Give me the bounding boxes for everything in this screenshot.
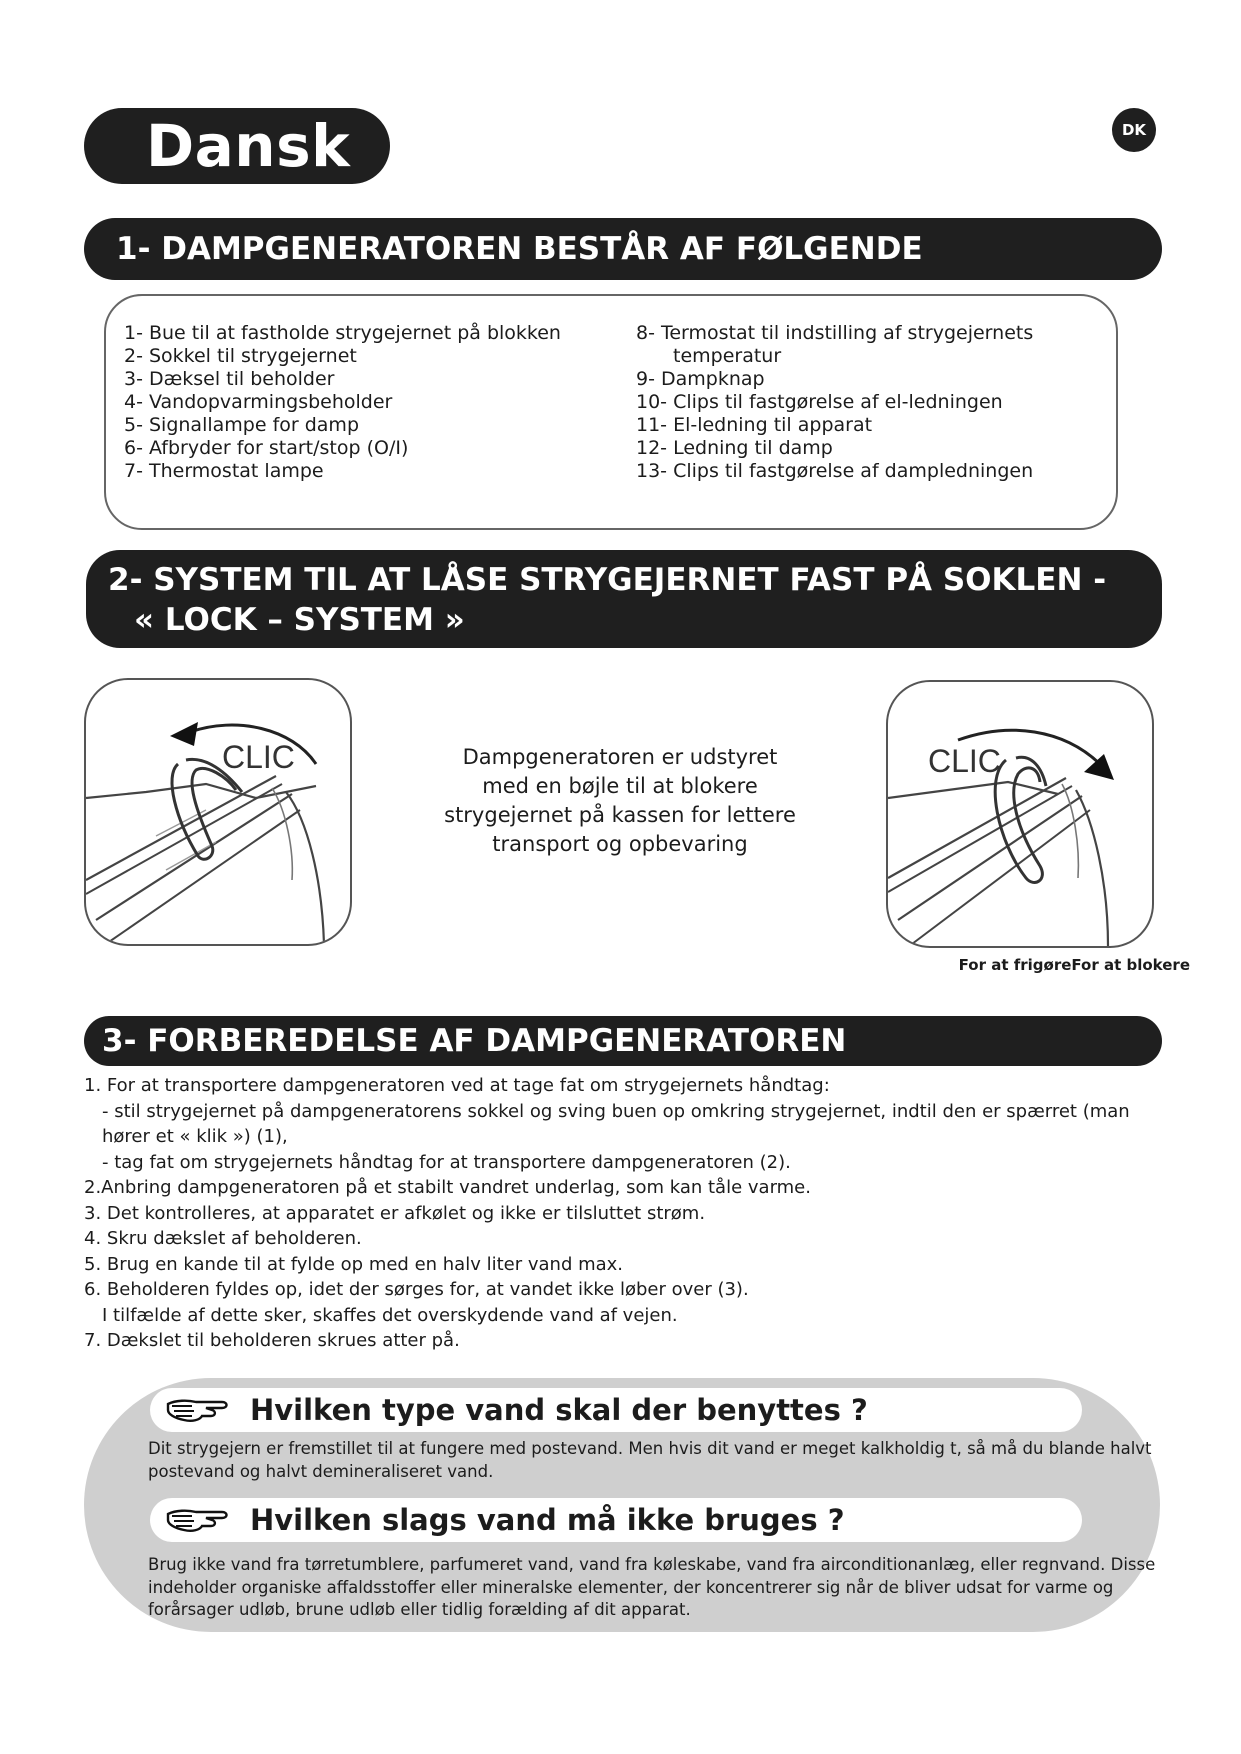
list-item: 5. Brug en kande til at fylde op med en halv liter vand max. xyxy=(84,1253,624,1275)
pointing-hand-icon xyxy=(166,1396,232,1424)
list-item: 3- Dæksel til beholder xyxy=(124,368,335,390)
list-item: hører et « klik ») (1), xyxy=(102,1126,288,1147)
arrow-icon xyxy=(1084,754,1114,780)
iron-lock-drawing xyxy=(86,680,350,944)
section-2-title xyxy=(86,550,1162,648)
list-item: 9- Dampknap xyxy=(636,368,765,390)
list-item: - tag fat om strygejernets håndtag for at transportere dampgeneratoren (2). xyxy=(102,1151,791,1173)
list-item: 11- El-ledning til apparat xyxy=(636,414,873,436)
water-answer-1: Dit strygejern er fremstillet til at fungere med postevand. Men hvis dit vand er meget kalkholdig t, så må du blande halvt postevand og halvt demineraliseret vand. xyxy=(148,1439,1152,1481)
list-item: 1. For at transportere dampgeneratoren ved at tage fat om strygejernets håndtag: xyxy=(84,1075,830,1096)
list-item: 1- Bue til at fastholde strygejernet på blokken xyxy=(124,322,561,344)
water-question-1-heading: Hvilken type vand skal der benyttes ? xyxy=(250,1393,868,1427)
lock-system-caption: Dampgeneratoren er udstyret med en bøjle til at blokere strygejernet på kassen for lettere transport og opbevaring xyxy=(444,745,796,856)
list-item: 7. Dækslet til beholderen skrues atter på. xyxy=(84,1330,460,1351)
list-item-continuation: temperatur xyxy=(673,345,782,367)
lock-illustration xyxy=(84,678,352,946)
list-item: 12- Ledning til damp xyxy=(636,437,833,459)
list-item: 5- Signallampe for damp xyxy=(124,414,360,436)
list-item: 6- Afbryder for start/stop (O/I) xyxy=(124,437,409,459)
clic-label: CLIC xyxy=(928,743,1001,779)
water-answer-2: Brug ikke vand fra tørretumblere, parfumeret vand, vand fra køleskabe, vand fra airconditionanlæg, eller regnvand. Disse indeholder organiske affaldsstoffer eller mineralske elementer, der koncentrerer sig når de bliver udsat for varme og forårsager udløb, brune udløb eller tidlig forælding af dit apparat. xyxy=(148,1555,1156,1619)
section-1-title: 1- DAMPGENERATOREN BESTÅR AF FØLGENDE xyxy=(84,218,1162,280)
list-item: 8- Termostat til indstilling af strygejernets xyxy=(636,322,1034,344)
list-item: 3. Det kontrolleres, at apparatet er afkølet og ikke er tilsluttet strøm. xyxy=(84,1202,706,1224)
arrow-icon xyxy=(170,722,198,746)
list-item: 10- Clips til fastgørelse af el-ledningen xyxy=(636,391,1003,413)
country-badge: DK xyxy=(1112,108,1156,152)
preparation-steps xyxy=(84,1073,1174,1354)
list-item: - stil strygejernet på dampgeneratorens sokkel og sving buen op omkring strygejernet, indtil den er spærret (man xyxy=(102,1100,1130,1122)
list-item: 13- Clips til fastgørelse af dampledningen xyxy=(636,460,1034,482)
release-illustration xyxy=(886,680,1154,948)
list-item: 4. Skru dækslet af beholderen. xyxy=(84,1228,362,1249)
clic-label: CLIC xyxy=(222,739,295,775)
section-2-title-line2: « LOCK – SYSTEM » xyxy=(134,602,465,638)
water-question-1 xyxy=(150,1388,1082,1432)
parts-list-left xyxy=(124,322,624,483)
pointing-hand-icon xyxy=(166,1506,232,1534)
list-item: 2- Sokkel til strygejernet xyxy=(124,345,357,367)
list-item: 6. Beholderen fyldes op, idet der sørges for, at vandet ikke løber over (3). xyxy=(84,1279,749,1300)
list-item: 7- Thermostat lampe xyxy=(124,460,324,482)
section-3-title: 3- FORBEREDELSE AF DAMPGENERATOREN xyxy=(84,1016,1162,1066)
parts-list-right xyxy=(636,322,1106,483)
list-item: 2.Anbring dampgeneratoren på et stabilt vandret underlag, som kan tåle varme. xyxy=(84,1177,811,1198)
water-question-2-heading: Hvilken slags vand må ikke bruges ? xyxy=(250,1503,845,1537)
release-block-label: For at frigøreFor at blokere xyxy=(958,956,1190,974)
list-item: 4- Vandopvarmingsbeholder xyxy=(124,391,393,413)
list-item: I tilfælde af dette sker, skaffes det overskydende vand af vejen. xyxy=(102,1304,678,1326)
language-title: Dansk xyxy=(146,112,351,180)
water-question-2 xyxy=(150,1498,1082,1542)
language-title-pill xyxy=(84,108,390,184)
iron-release-drawing xyxy=(888,682,1152,946)
section-2-title-line1: 2- SYSTEM TIL AT LÅSE STRYGEJERNET FAST PÅ SOKLEN - xyxy=(108,562,1107,598)
